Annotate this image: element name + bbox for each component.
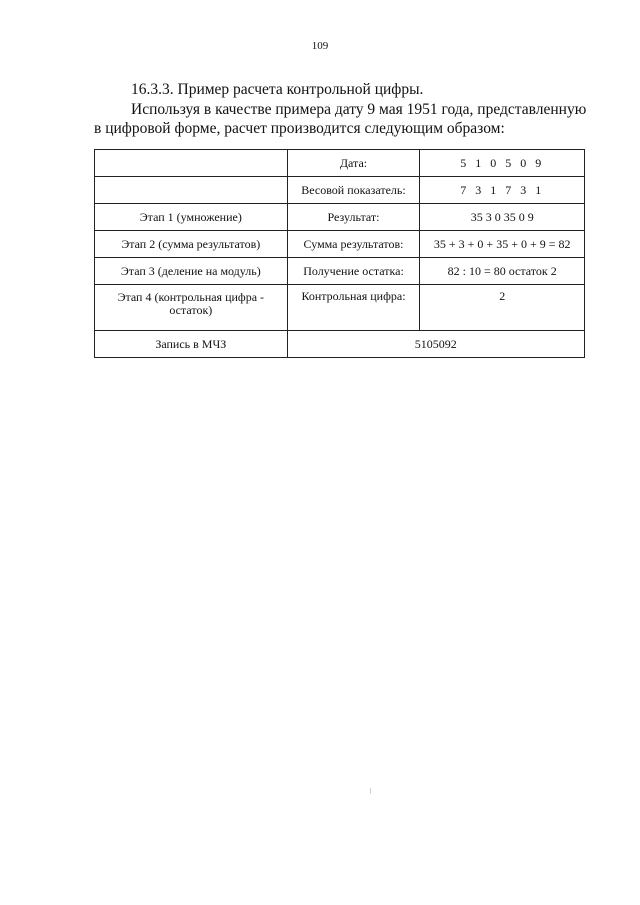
table-row-record [95, 331, 585, 358]
label-cell: Результат: [287, 204, 420, 231]
stage-cell: Этап 2 (сумма результатов) [95, 231, 288, 258]
section-heading: 16.3.3. Пример расчета контрольной цифры. [131, 81, 424, 98]
label-cell: Сумма результатов: [287, 231, 420, 258]
label-cell: Получение остатка: [287, 258, 420, 285]
stage-cell [95, 177, 288, 204]
record-value-cell: 5105092 [287, 331, 584, 358]
label-cell: Весовой показатель: [287, 177, 420, 204]
label-cell: Контрольная цифра: [287, 285, 420, 331]
value-cell: 5 1 0 5 0 9 [420, 150, 585, 177]
table-row [95, 150, 585, 177]
label-cell: Дата: [287, 150, 420, 177]
record-label-cell: Запись в МЧЗ [95, 331, 288, 358]
value-cell: 35 + 3 + 0 + 35 + 0 + 9 = 82 [420, 231, 585, 258]
stage-cell: Этап 3 (деление на модуль) [95, 258, 288, 285]
table-row [95, 285, 585, 331]
value-cell: 35 3 0 35 0 9 [420, 204, 585, 231]
table-row [95, 177, 585, 204]
value-cell: 82 : 10 = 80 остаток 2 [420, 258, 585, 285]
value-cell: 2 [420, 285, 585, 331]
paragraph-line-1: Используя в качестве примера дату 9 мая 1951 года, представленную [131, 101, 587, 118]
stage-cell: Этап 1 (умножение) [95, 204, 288, 231]
value-cell: 7 3 1 7 3 1 [420, 177, 585, 204]
table-row [95, 258, 585, 285]
page-number: 109 [311, 40, 329, 52]
scan-artifact [370, 788, 371, 794]
stage-cell: Этап 4 (контрольная цифра - остаток) [95, 285, 288, 331]
paragraph-line-2: в цифровой форме, расчет производится следующим образом: [94, 120, 505, 137]
stage-cell [95, 150, 288, 177]
table-row [95, 204, 585, 231]
table-row [95, 231, 585, 258]
check-digit-table [94, 149, 585, 358]
